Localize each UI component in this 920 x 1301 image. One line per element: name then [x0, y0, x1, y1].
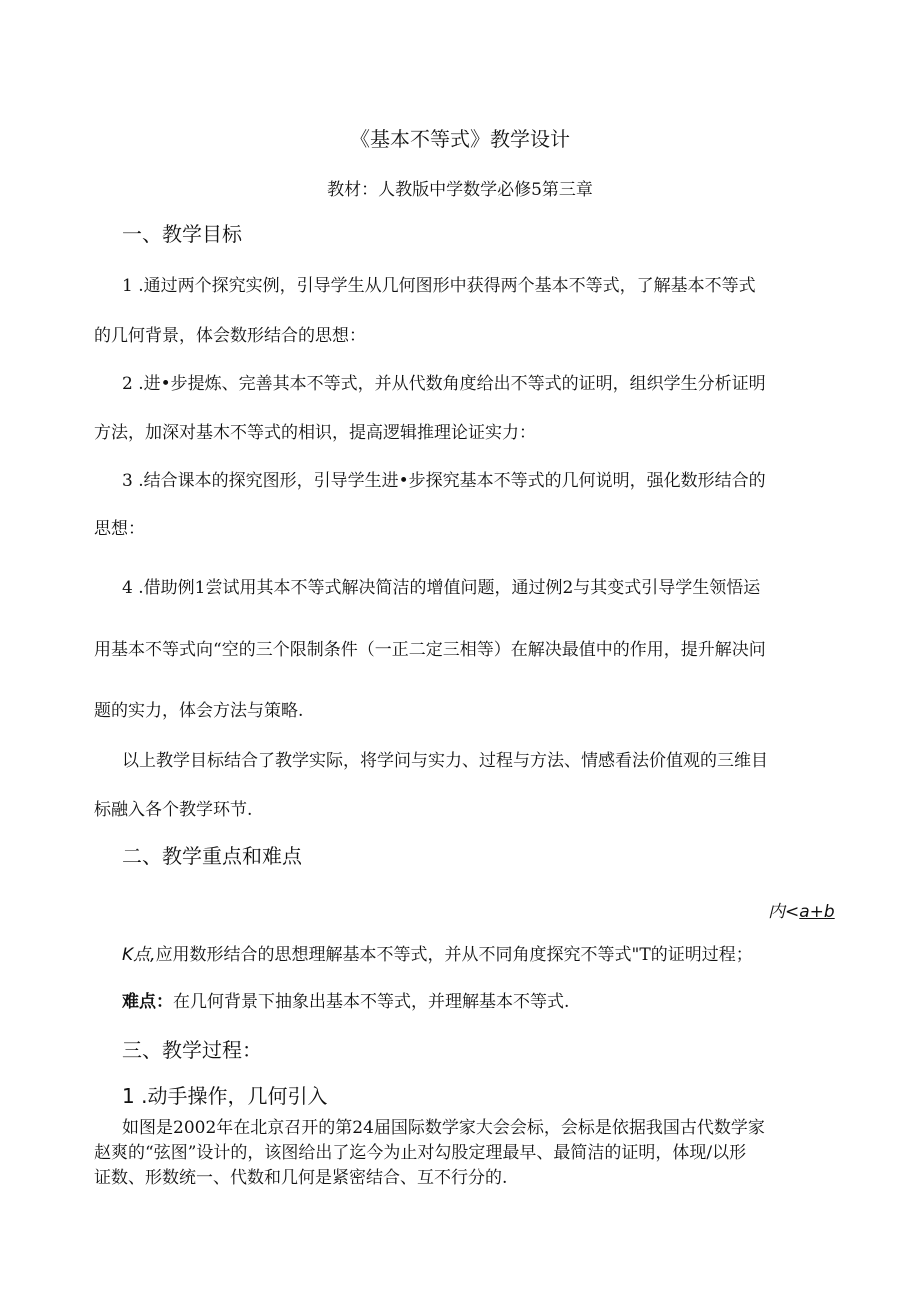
key-point-label: K点,	[122, 945, 156, 965]
difficulty-text: 在几何背景下抽象出基本不等式，并理解基本不等式.	[173, 992, 570, 1012]
paragraph-line: 如图是2002年在北京召开的第24届国际数学家大会会标，会标是依据我国古代数学家	[122, 1118, 765, 1138]
difficulty-line	[122, 987, 569, 1012]
paragraph-line: 用基本不等式向“空的三个限制条件（一正二定三相等）在解决最值中的作用，提升解决问	[94, 640, 766, 660]
document-subtitle: 教材：人教版中学数学必修5第三章	[327, 180, 593, 200]
formula-left: 内<	[768, 902, 800, 922]
paragraph-line: 以上教学目标结合了教学实际，将学问与实力、过程与方法、情感看法价值观的三维目	[122, 751, 768, 771]
section-heading-objectives: 一、教学目标	[122, 222, 242, 246]
paragraph-line: 证数、形数统一、代数和几何是紧密结合、互不行分的.	[94, 1168, 508, 1188]
paragraph-line: 赵爽的“弦图”设计的，该图给出了迄今为止对勾股定理最早、最简洁的证明，体现/以形	[94, 1143, 747, 1163]
paragraph-line: 题的实力，体会方法与策略.	[94, 701, 304, 721]
key-point-text: 应用数形结合的思想理解基本不等式，并从不同角度探究不等式"T的证明过程；	[155, 945, 753, 965]
section-heading-key-points: 二、教学重点和难点	[122, 844, 302, 868]
subsection-heading: 1 .动手操作，几何引入	[122, 1084, 328, 1108]
paragraph-line: 1 .通过两个探究实例，引导学生从几何图形中获得两个基本不等式，了解基本不等式	[122, 276, 756, 296]
key-point-line	[122, 940, 753, 965]
paragraph-line: 思想：	[94, 519, 145, 539]
document-title: 《基本不等式》教学设计	[350, 127, 570, 151]
paragraph-line: 4 .借助例1尝试用其本不等式解决简洁的增值问题，通过例2与其变式引导学生领悟运	[122, 578, 761, 598]
section-heading-process: 三、教学过程：	[122, 1038, 262, 1062]
paragraph-line: 方法，加深对基木不等式的相识，提高逻辑推理论证实力：	[94, 423, 536, 443]
paragraph-line: 标融入各个教学环节.	[94, 800, 253, 820]
inequality-formula	[768, 897, 835, 922]
difficulty-label: 难点：	[122, 992, 173, 1012]
paragraph-line: 3 .结合课本的探究图形，引导学生进•步探究基本不等式的几何说明，强化数形结合的	[122, 471, 766, 491]
formula-fraction-numerator: a+b	[799, 902, 835, 922]
paragraph-line: 2 .进•步提炼、完善其本不等式，并从代数角度给出不等式的证明，组织学生分析证明	[122, 374, 766, 394]
paragraph-line: 的几何背景，体会数形结合的思想：	[94, 326, 366, 346]
